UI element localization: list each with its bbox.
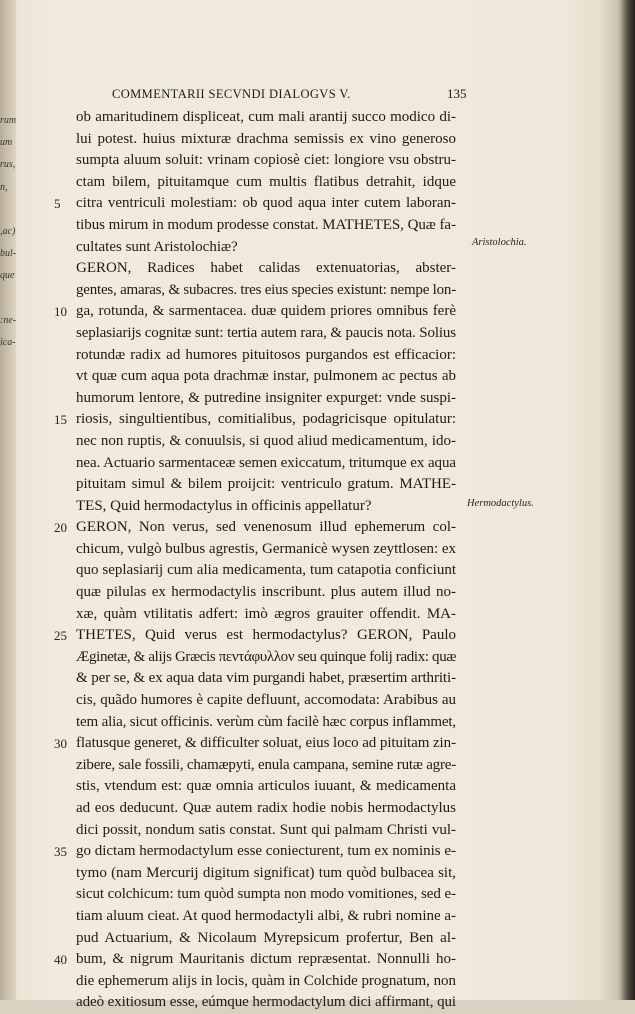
text-line bbox=[54, 517, 456, 539]
text-line bbox=[76, 388, 456, 410]
bleed-fragment: um bbox=[0, 137, 13, 149]
line-text: adeò exitiosum esse, eúmque hermodactylum dici affirmant, qui bbox=[76, 994, 456, 1011]
text-line bbox=[76, 992, 456, 1014]
facing-page-bleed-text bbox=[0, 110, 22, 354]
line-text: sicut colchicum: tum quòd sumpta non modo vomitiones, sed e- bbox=[76, 886, 456, 903]
binding-shadow bbox=[621, 0, 635, 1000]
text-line bbox=[54, 193, 456, 215]
line-text: cultates sunt Aristolochiæ? bbox=[76, 238, 238, 255]
bleed-fragment: n, bbox=[0, 181, 8, 193]
text-line bbox=[76, 582, 456, 604]
text-line bbox=[76, 560, 456, 582]
text-line bbox=[76, 906, 456, 928]
margin-note-hermodactylus: Hermodactylus. bbox=[467, 498, 534, 509]
text-line bbox=[76, 172, 456, 194]
line-text: sumpta aluum soluit: vrinam copiosè ciet: longiore vsu obstru- bbox=[76, 152, 456, 169]
line-text: lui potest. huius mixturæ drachma semissis ex vino generoso bbox=[76, 130, 456, 147]
text-line bbox=[76, 863, 456, 885]
text-line bbox=[54, 841, 456, 863]
line-text: ctam bilem, pituitamque cum multis flatibus detrahit, idque bbox=[76, 173, 456, 190]
text-line bbox=[76, 539, 456, 561]
text-line bbox=[76, 928, 456, 950]
line-number: 15 bbox=[54, 412, 67, 428]
margin-note-aristolochia: Aristolochia. bbox=[472, 237, 527, 248]
line-text: & per se, & ex aqua data vim purgandi habet, præsertim arthriti- bbox=[76, 670, 456, 687]
line-text: ad eos deducunt. Quæ autem radix hodie nobis hermodactylus bbox=[76, 800, 456, 816]
line-number: 20 bbox=[54, 520, 67, 536]
text-line bbox=[76, 258, 456, 280]
line-number: 35 bbox=[54, 844, 67, 860]
text-line bbox=[76, 712, 456, 734]
line-text: TES, Quid hermodactylus in officinis appellatur? bbox=[76, 497, 372, 514]
text-line bbox=[76, 798, 456, 820]
text-line bbox=[54, 301, 456, 323]
line-text: die ephemerum alijs in locis, quàm in Colchide prognatum, non bbox=[76, 972, 456, 989]
line-text: seplasiarijs cognitæ sunt: tertia autem rara, & paucis nota. Solius bbox=[76, 324, 456, 341]
line-text: ob amaritudinem displiceat, cum mali arantij succo modico di- bbox=[76, 109, 456, 125]
text-line bbox=[76, 237, 456, 259]
line-text: zibere, sale fossili, chamæpyti, enula campana, semine rutæ agre- bbox=[76, 756, 456, 773]
line-text: ga, rotunda, & sarmentacea. duæ quidem priores omnibus ferè bbox=[76, 303, 456, 320]
line-text: cis, quãdo humores è capite defluunt, accomodata: Arabibus au bbox=[76, 692, 456, 709]
line-text: rotundæ radix ad humores pituitosos purgandos est efficacior: bbox=[76, 346, 456, 363]
text-line bbox=[76, 431, 456, 453]
line-text: go dictam hermodactylum esse coniecturent, tum ex nominis e- bbox=[76, 843, 456, 860]
line-text: citra ventriculi molestiam: ob quod aqua inter cutem laboran- bbox=[76, 195, 456, 212]
line-text: quæ pilulas ex hermodactylis inscribunt. plus autem illud no- bbox=[76, 584, 456, 601]
text-line bbox=[76, 820, 456, 842]
text-line bbox=[76, 647, 456, 669]
text-line bbox=[76, 755, 456, 777]
text-line bbox=[76, 884, 456, 906]
text-line bbox=[76, 496, 456, 518]
line-text: tymo (nam Mercurij digitum significat) tum quòd bulbacea sit, bbox=[76, 864, 456, 881]
text-line bbox=[54, 409, 456, 431]
line-number: 30 bbox=[54, 736, 67, 752]
text-line bbox=[76, 690, 456, 712]
line-text: nea. Actuario sarmentaceæ semen exiccatum, tritumque ex aqua bbox=[76, 454, 456, 471]
text-line bbox=[76, 129, 456, 151]
text-line bbox=[76, 474, 456, 496]
bleed-fragment bbox=[0, 288, 22, 310]
bleed-fragment: ,ac) bbox=[0, 225, 16, 237]
line-text: xæ, quàm vtilitatis adfert: imò ægros grauiter offendit. MA- bbox=[76, 605, 456, 622]
text-line bbox=[76, 453, 456, 475]
text-line bbox=[76, 668, 456, 690]
line-text: GERON, Non verus, sed venenosum illud ephemerum col- bbox=[76, 519, 456, 536]
line-text: GERON, Radices habet calidas extenuatorias, abster- bbox=[76, 260, 456, 277]
text-line bbox=[54, 949, 456, 971]
line-text: tibus mirum in modum prodesse constat. MATHETES, Quæ fa- bbox=[76, 216, 456, 233]
text-line bbox=[54, 733, 456, 755]
bleed-fragment: :ne- bbox=[0, 314, 17, 326]
line-text: tiam aluum cieat. At quod hermodactyli albi, & rubri nomine a- bbox=[76, 907, 456, 924]
page-number: 135 bbox=[447, 86, 467, 101]
bleed-fragment: ica- bbox=[0, 336, 16, 348]
line-text: tem alia, sicut officinis. verùm cùm facilè hæc corpus inflammet, bbox=[76, 713, 456, 730]
line-text: pituitam simul & bilem proijcit: ventriculo gratum. MATHE- bbox=[76, 476, 456, 493]
line-text: flatusque generet, & difficulter soluat, eius loco ad pituitam zin- bbox=[76, 735, 456, 752]
bleed-fragment: rus, bbox=[0, 159, 16, 171]
line-text: pud Actuarium, & Nicolaum Myrepsicum profertur, Ben al- bbox=[76, 929, 456, 946]
text-line bbox=[76, 971, 456, 993]
line-number: 25 bbox=[54, 628, 67, 644]
text-line bbox=[76, 604, 456, 626]
line-text: chicum, vulgò bulbus agrestis, Germanicè wysen zeyttlosen: ex bbox=[76, 540, 456, 557]
line-number: 40 bbox=[54, 952, 67, 968]
text-line bbox=[76, 366, 456, 388]
running-title: COMMENTARII SECVNDI DIALOGVS V. bbox=[112, 87, 351, 101]
line-text: THETES, Quid verus est hermodactylus? GERON, Paulo bbox=[76, 627, 456, 644]
text-line bbox=[76, 776, 456, 798]
line-text: dici possit, nondum satis constat. Sunt qui palmam Christi vul- bbox=[76, 821, 456, 838]
line-text: riosis, singultientibus, comitialibus, podagricisque opitulatur: bbox=[76, 411, 456, 428]
text-line bbox=[76, 150, 456, 172]
text-line bbox=[54, 625, 456, 647]
text-line bbox=[76, 280, 456, 302]
line-number: 10 bbox=[54, 304, 67, 320]
line-text: vt quæ cum aqua pota drachmæ instar, pulmonem ac pectus ab bbox=[76, 368, 456, 385]
line-number: 5 bbox=[54, 196, 61, 212]
line-text: gentes, amaras, & subacres. tres eius species existunt: nempe lon- bbox=[76, 281, 456, 298]
line-text: bum, & nigrum Mauritanis dictum repræsentat. Nonnulli ho- bbox=[76, 951, 456, 968]
bleed-fragment: bul- bbox=[0, 248, 17, 260]
bleed-fragment bbox=[0, 199, 22, 221]
line-text: nec non ruptis, & conuulsis, si quod aliud medicamentum, ido- bbox=[76, 432, 456, 449]
line-text: Æginetæ, & alijs Græcis πεντάφυλλον seu quinque folij radix: quæ bbox=[76, 648, 456, 665]
text-line bbox=[76, 107, 456, 129]
line-text: quo seplasiarij cum alia medicamenta, tum catapotia conficiunt bbox=[76, 562, 456, 579]
line-text: humorum lentore, & putredine insigniter expurget: vnde suspi- bbox=[76, 389, 456, 406]
text-line bbox=[76, 323, 456, 345]
body-text bbox=[54, 107, 456, 1014]
text-line bbox=[76, 345, 456, 367]
line-text: stis, vtendum est: quæ omnia articulos iuuant, & medicamenta bbox=[76, 778, 456, 795]
text-line bbox=[76, 215, 456, 237]
bleed-fragment: que bbox=[0, 270, 15, 282]
bleed-fragment: rum bbox=[0, 115, 17, 126]
